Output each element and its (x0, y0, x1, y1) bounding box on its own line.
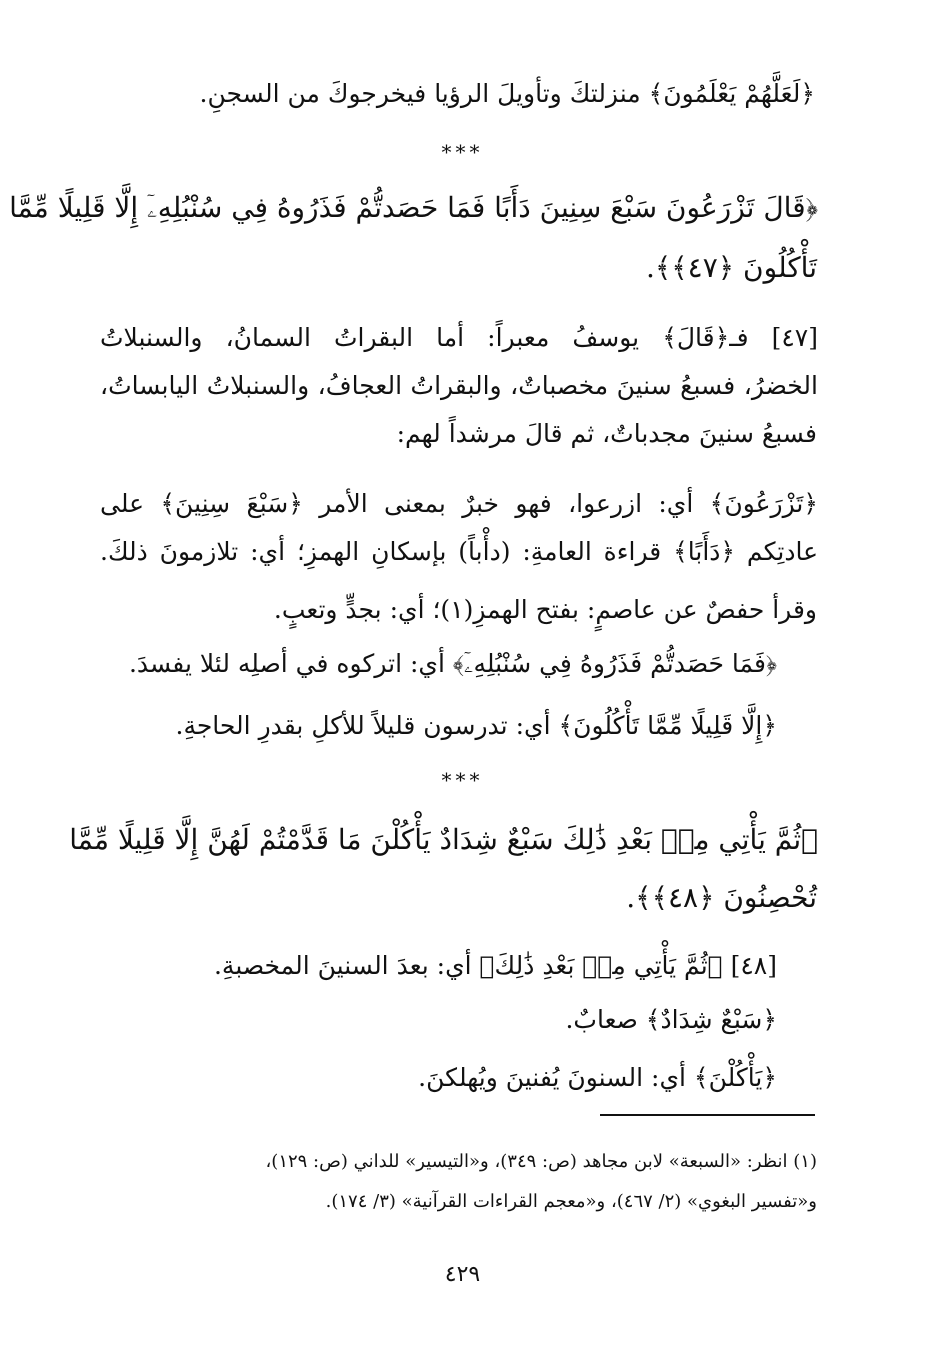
commentary-line: [٤٧] فـ﴿قَالَ﴾ يوسفُ معبراً: أما البقراتُ السمانُ، والسنبلاتُ (100, 323, 818, 352)
text-line: ﴿لَعَلَّهُمْ يَعْلَمُونَ﴾ منزلتكَ وتأويلَ الرؤيا فيخرجوكَ من السجنِ. (199, 79, 815, 108)
commentary-line: وقرأ حفصٌ عن عاصمٍ: بفتح الهمزِ(١)؛ أي: بجدٍّ وتعبٍ. (273, 595, 817, 624)
commentary-line: ﴿سَبْعٌ شِدَادٌ﴾ صعابٌ. (565, 1005, 777, 1034)
footnote-separator (600, 1114, 815, 1116)
quran-verse-48-line-1: ﴿ثُمَّ يَأْتِي مِنۢ بَعْدِ ذَٰلِكَ سَبْعٌ شِدَادٌ يَأْكُلْنَ مَا قَدَّمْتُمْ لَهُنَّ إِلَّا قَلِيلًا مِّمَّا (69, 823, 818, 856)
commentary-line: ﴿يَأْكُلْنَ﴾ أي: السنونَ يُفنينَ ويُهلكنَ. (418, 1063, 777, 1092)
commentary-line: عادتِكم ﴿دَأَبًا﴾ قراءة العامةِ: (دأْباً) بإسكانِ الهمزِ؛ أي: تلازمونَ ذلكَ. (100, 537, 818, 566)
section-separator: *** (441, 768, 484, 792)
footnote-line: (١) انظر: «السبعة» لابن مجاهد (ص: ٣٤٩)، و«التيسير» للداني (ص: ١٢٩)، (265, 1151, 817, 1172)
page-number: ٤٢٩ (444, 1262, 481, 1287)
commentary-line: ﴿تَزْرَعُونَ﴾ أي: ازرعوا، فهو خبرٌ بمعنى الأمر ﴿سَبْعَ سِنِينَ﴾ على (100, 489, 818, 518)
quran-verse-47-line-2: تَأْكُلُونَ ﴿٤٧﴾﴾. (645, 251, 817, 284)
quran-verse-47-line-1: ﴿قَالَ تَزْرَعُونَ سَبْعَ سِنِينَ دَأَبًا فَمَا حَصَدتُّمْ فَذَرُوهُ فِي سُنْبُلِهِۦٓ إِلَّا قَلِيلًا مِّمَّا (9, 191, 818, 224)
commentary-line: فسبعُ سنينَ مجدباتٌ، ثم قالَ مرشداً لهم: (396, 419, 817, 448)
footnote-line: و«تفسير البغوي» (٢/ ٤٦٧)، و«معجم القراءات القرآنية» (٣/ ١٧٤). (325, 1191, 817, 1212)
commentary-line: ﴿إِلَّا قَلِيلًا مِّمَّا تَأْكُلُونَ﴾ أي: تدرسون قليلاً للأكلِ بقدرِ الحاجةِ. (175, 711, 777, 740)
commentary-line: ﴿فَمَا حَصَدتُّمْ فَذَرُوهُ فِي سُنْبُلِهِۦٓ﴾ أي: اتركوه في أصلِه لئلا يفسدَ. (128, 649, 777, 678)
quran-verse-48-line-2: تُحْصِنُونَ ﴿٤٨﴾﴾. (626, 881, 817, 914)
commentary-line: [٤٨] ﴿ثُمَّ يَأْتِي مِنۢ بَعْدِ ذَٰلِكَ﴾ أي: بعدَ السنينَ المخصبةِ. (213, 951, 777, 980)
commentary-line: الخضرُ، فسبعُ سنينَ مخصباتٌ، والبقراتُ العجافُ، والسنبلاتُ اليابساتُ، (100, 371, 818, 400)
section-separator: *** (441, 140, 484, 164)
